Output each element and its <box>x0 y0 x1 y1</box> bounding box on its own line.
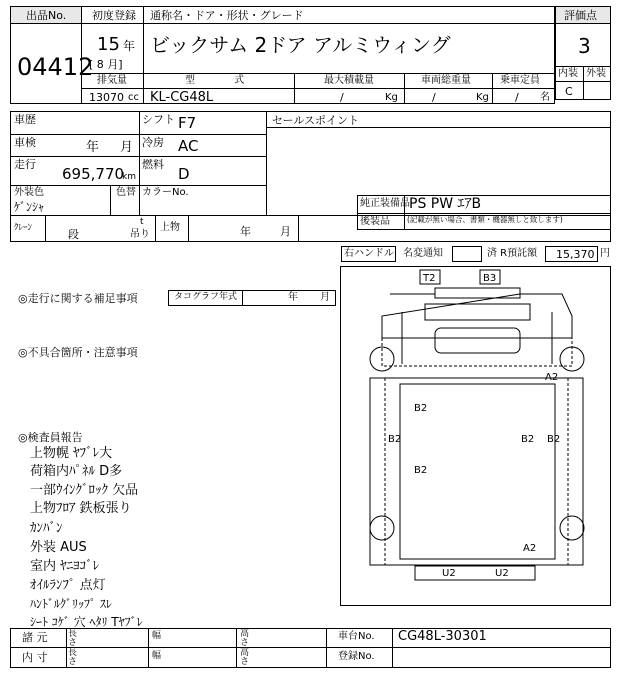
cab-roof <box>435 328 520 353</box>
crane-v2 <box>155 215 156 242</box>
max-load-value: / <box>340 91 344 104</box>
color-change-label: 色替 <box>116 187 136 198</box>
wheel-rear-right <box>560 516 584 540</box>
damage-mark: B2 <box>414 465 428 476</box>
spec-v4 <box>492 73 493 104</box>
interior-label: 内装 <box>558 68 578 79</box>
upper-year: 年 <box>240 225 251 238</box>
first-reg-year-unit: 年 <box>123 39 136 53</box>
footer-v4 <box>326 628 327 668</box>
damage-mark: A2 <box>545 372 559 383</box>
dims-label: 諸 元 <box>22 631 48 644</box>
history-label: 車歴 <box>14 113 36 126</box>
report-line: ｶﾝﾊﾞﾝ <box>30 521 63 536</box>
crane-v1 <box>45 215 46 242</box>
length-label-2: 長さ <box>68 648 78 667</box>
grade-sub-vdivider <box>583 66 584 100</box>
spec-v2 <box>294 73 295 104</box>
header-divider <box>81 23 555 24</box>
capacity-value: / <box>515 91 519 104</box>
exterior-color-label: 外装色 <box>14 187 44 198</box>
aftermarket-label: 後装品 <box>360 216 390 227</box>
model-value: KL-CG48L <box>150 90 214 105</box>
capacity-unit: 名 <box>540 92 550 103</box>
spec-v1 <box>143 73 144 104</box>
lot-label: 出品No. <box>26 9 67 22</box>
width-label: 幅 <box>152 631 162 641</box>
car-name-label: 通称名・ドア・形状・グレード <box>150 9 304 22</box>
max-load-label: 最大積載量 <box>324 75 374 86</box>
footer-v2 <box>148 628 149 668</box>
crane-v4 <box>298 215 299 242</box>
damage-mark: U2 <box>495 568 509 579</box>
tachograph-month: 月 <box>320 292 330 303</box>
yen-unit: 円 <box>600 248 610 259</box>
report-line: 上物ﾌﾛｱ 鉄板張り <box>30 501 132 516</box>
first-reg-month: [ 8 月] <box>89 58 123 71</box>
shift-label: シフト <box>142 113 175 126</box>
cab-outline <box>382 294 572 338</box>
ac-label: 冷房 <box>142 136 164 149</box>
cargo-box <box>370 378 583 565</box>
color-no-label: カラーNo. <box>142 187 189 198</box>
fuel-value: D <box>178 165 190 183</box>
details-h2 <box>10 156 266 157</box>
mileage-unit: km <box>122 172 136 182</box>
report-line: ｵｲﾙﾗﾝﾌﾟ 点灯 <box>30 578 106 593</box>
height-label: 高さ <box>240 629 250 648</box>
chassis-label: 車台No. <box>338 631 375 642</box>
report-line: 荷箱内ﾊﾟﾈﾙ D多 <box>30 464 123 479</box>
details-h3 <box>10 185 266 186</box>
max-load-unit: Kg <box>385 92 398 103</box>
displacement-value: 13070 <box>89 91 124 104</box>
capacity-label: 乗車定員 <box>500 75 540 86</box>
footer-box <box>10 628 611 668</box>
fuel-label: 燃料 <box>142 158 164 171</box>
spec-divider <box>81 88 555 89</box>
inspector-report-label: ◎検査員報告 <box>18 431 83 444</box>
chassis-value: CG48L-30301 <box>398 629 487 644</box>
genuine-equipment-label: 純正装備品 <box>360 198 410 209</box>
steering-value: 右ハンドル <box>344 248 394 259</box>
first-reg-year: 15 <box>97 34 120 55</box>
reg-no-label: 登録No. <box>338 651 375 662</box>
header-vdivider <box>143 6 144 74</box>
details-h-sales <box>266 127 611 128</box>
footer-h <box>10 647 611 648</box>
tachograph-label: タコグラフ年式 <box>174 292 238 302</box>
damage-mark: B3 <box>483 273 497 284</box>
displacement-unit: cc <box>128 92 139 103</box>
damage-mark: T2 <box>423 273 436 284</box>
details-h1 <box>10 134 266 135</box>
interior-dims-label: 内 寸 <box>22 651 48 664</box>
running-notes-label: ◎走行に関する補足事項 <box>18 292 138 305</box>
crane-v3 <box>188 215 189 242</box>
first-reg-label: 初度登録 <box>92 9 136 22</box>
name-change-label: 名変通知 <box>403 248 443 259</box>
damage-mark: B2 <box>388 434 402 445</box>
footer-v3 <box>236 628 237 668</box>
tachograph-v <box>242 290 243 306</box>
height-label-2: 高さ <box>240 648 250 667</box>
defects-label: ◎不具合箇所・注意事項 <box>18 346 138 359</box>
damage-mark: A2 <box>523 543 537 554</box>
mileage-value: 695,770 <box>62 165 125 183</box>
inspection-month: 月 <box>120 140 134 155</box>
report-line: 外装 AUS <box>30 540 87 555</box>
ac-value: AC <box>178 137 199 155</box>
recycle-deposit-value: 15,370 <box>556 248 595 261</box>
details-v-mid <box>139 111 140 215</box>
footer-v5 <box>392 628 393 668</box>
gross-weight-unit: Kg <box>476 92 489 103</box>
report-line: ｼｰﾄ ｺｹﾞ 穴 ﾍﾀﾘ Tﾔﾌﾞﾚ <box>30 615 143 629</box>
crane-label: ｸﾚｰﾝ <box>14 223 33 233</box>
upper-month: 月 <box>280 225 291 238</box>
aftermarket-note: (記載が無い場合、書類・機器無しと致します) <box>407 215 563 224</box>
damage-mark: B2 <box>414 403 428 414</box>
equipment-h <box>357 213 611 214</box>
exterior-color-value: ｹﾞﾝｼｬ <box>14 200 45 214</box>
width-label-2: 幅 <box>152 651 162 661</box>
inspection-label: 車検 <box>14 136 36 149</box>
grade-value: 3 <box>578 34 591 58</box>
name-change-box <box>452 246 482 262</box>
model-label: 型 式 <box>185 75 263 86</box>
wheel-rear-left <box>370 516 394 540</box>
report-line: 室内 ﾔﾆﾖｺﾞﾚ <box>30 559 100 574</box>
gross-weight-value: / <box>432 91 436 104</box>
cab-body <box>382 338 572 366</box>
spec-v3 <box>404 73 405 104</box>
interior-grade: C <box>565 85 573 98</box>
gross-weight-label: 車両総重量 <box>421 75 471 86</box>
damage-mark: U2 <box>442 568 456 579</box>
grade-label: 評価点 <box>564 9 597 22</box>
damage-mark: B2 <box>521 434 535 445</box>
report-line: ﾊﾝﾄﾞﾙｸﾞﾘｯﾌﾟ ｽﾚ <box>30 597 112 611</box>
report-line: 一部ｳｲﾝｸﾞﾛｯｸ 欠品 <box>30 483 139 498</box>
details-v-color <box>110 185 111 215</box>
shift-value: F7 <box>178 114 197 132</box>
upper-label: 上物 <box>160 222 180 233</box>
inspection-year: 年 <box>86 140 100 155</box>
exterior-label: 外装 <box>586 68 606 79</box>
damage-mark: B2 <box>547 434 561 445</box>
crane-t: t <box>140 217 144 227</box>
tachograph-year: 年 <box>288 292 298 303</box>
sales-point-label: セールスポイント <box>272 114 360 127</box>
rear-bumper <box>415 566 535 580</box>
footer-v1 <box>66 628 67 668</box>
crane-steps: 段 <box>68 228 79 241</box>
lot-number: 04412 <box>17 53 94 81</box>
report-line: 上物幌 ﾔﾌﾞﾚ大 <box>30 446 113 461</box>
truck-diagram <box>340 266 611 606</box>
displacement-label: 排気量 <box>97 75 127 86</box>
length-label: 長さ <box>68 629 78 648</box>
genuine-equipment-value: PS PW ｴｱB <box>409 196 482 212</box>
recycle-deposit-label: 済 R預託額 <box>487 248 538 259</box>
crane-lift: 吊り <box>130 229 150 240</box>
mileage-label: 走行 <box>14 158 36 171</box>
car-name: ビックサム 2ドア アルミウィング <box>150 33 451 57</box>
